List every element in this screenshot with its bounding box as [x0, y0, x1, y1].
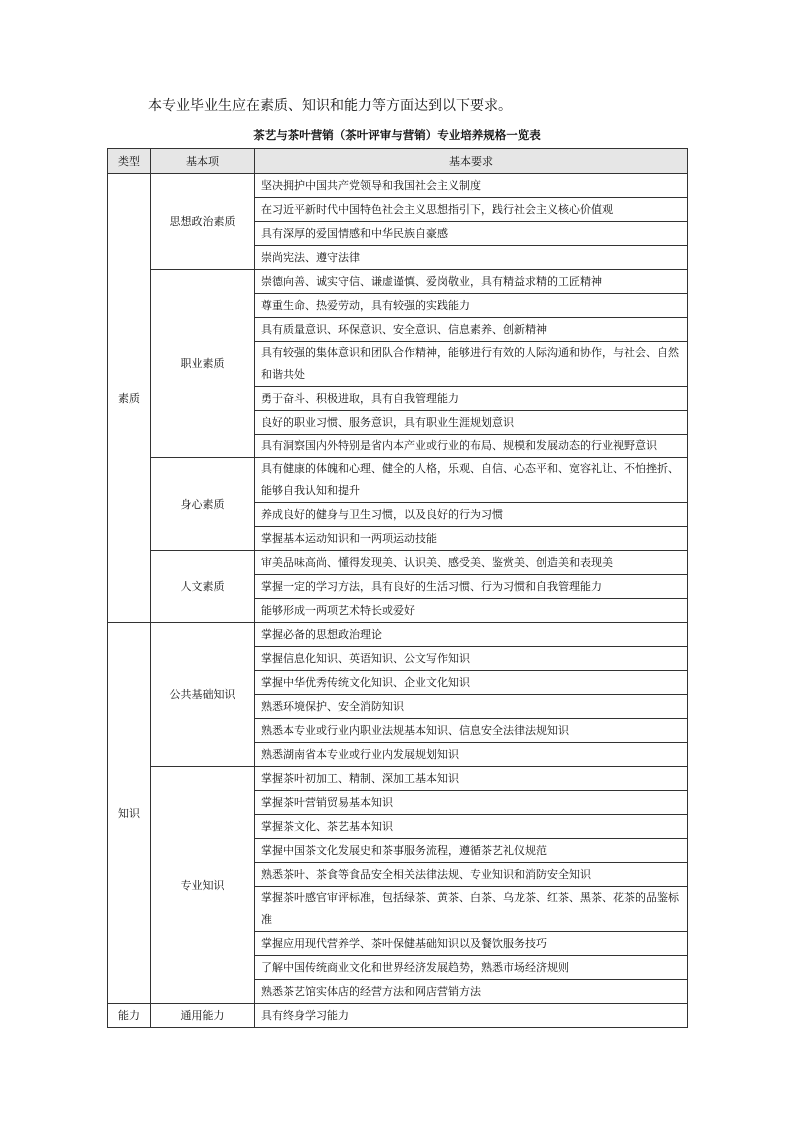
item-cell-political: 思想政治素质: [151, 174, 255, 270]
requirement-cell: 熟悉茶艺馆实体店的经营方法和网店营销方法: [255, 980, 688, 1004]
requirement-cell: 具有深厚的爱国情感和中华民族自豪感: [255, 222, 688, 246]
requirement-cell: 掌握一定的学习方法，具有良好的生活习惯、行为习惯和自我管理能力: [255, 575, 688, 599]
table-row: [108, 551, 688, 575]
requirement-cell: 具有较强的集体意识和团队合作精神，能够进行有效的人际沟通和协作，与社会、自然和谐共处: [255, 342, 688, 387]
requirement-cell: 具有终身学习能力: [255, 1004, 688, 1028]
item-cell-public-basic: 公共基础知识: [151, 623, 255, 767]
table-header-row: [108, 149, 688, 174]
requirement-cell: 养成良好的健身与卫生习惯，以及良好的行为习惯: [255, 503, 688, 527]
table-row: [108, 458, 688, 503]
requirement-cell: 在习近平新时代中国特色社会主义思想指引下，践行社会主义核心价值观: [255, 198, 688, 222]
requirement-cell: 熟悉环境保护、安全消防知识: [255, 695, 688, 719]
header-type: 类型: [108, 149, 151, 174]
table-row: [108, 174, 688, 198]
requirement-cell: 掌握茶文化、茶艺基本知识: [255, 815, 688, 839]
requirement-cell: 掌握应用现代营养学、茶叶保健基础知识以及餐饮服务技巧: [255, 932, 688, 956]
requirement-cell: 掌握中华优秀传统文化知识、企业文化知识: [255, 671, 688, 695]
type-cell-quality: 素质: [108, 174, 151, 623]
requirement-cell: 具有洞察国内外特别是省内本产业或行业的布局、规模和发展动态的行业视野意识: [255, 435, 688, 458]
requirement-cell: 具有质量意识、环保意识、安全意识、信息素养、创新精神: [255, 318, 688, 342]
requirement-cell: 崇尚宪法、遵守法律: [255, 246, 688, 270]
type-cell-ability: 能力: [108, 1004, 151, 1028]
table-title: 茶艺与茶叶营销（茶叶评审与营销）专业培养规格一览表: [253, 128, 541, 142]
item-cell-professional: 职业素质: [151, 270, 255, 458]
intro-paragraph: 本专业毕业生应在素质、知识和能力等方面达到以下要求。: [148, 98, 512, 114]
requirement-cell: 熟悉湖南省本专业或行业内发展规划知识: [255, 743, 688, 767]
item-cell-general-ability: 通用能力: [151, 1004, 255, 1028]
item-cell-humanities: 人文素质: [151, 551, 255, 623]
requirement-cell: 熟悉茶叶、茶食等食品安全相关法律法规、专业知识和消防安全知识: [255, 863, 688, 887]
requirement-cell: 勇于奋斗、积极进取，具有自我管理能力: [255, 387, 688, 411]
requirement-cell: 掌握必备的思想政治理论: [255, 623, 688, 647]
requirement-cell: 审美品味高尚、懂得发现美、认识美、感受美、鉴赏美、创造美和表现美: [255, 551, 688, 575]
requirement-cell: 能够形成一两项艺术特长或爱好: [255, 599, 688, 623]
requirement-cell: 掌握茶叶感官审评标准，包括绿茶、黄茶、白茶、乌龙茶、红茶、黑茶、花茶的品鉴标准: [255, 887, 688, 932]
requirement-cell: 熟悉本专业或行业内职业法规基本知识、信息安全法律法规知识: [255, 719, 688, 743]
requirement-cell: 掌握茶叶营销贸易基本知识: [255, 791, 688, 815]
training-spec-table: [107, 148, 688, 1028]
requirement-cell: 掌握中国茶文化发展史和茶事服务流程，遵循茶艺礼仪规范: [255, 839, 688, 863]
requirement-cell: 具有健康的体魄和心理、健全的人格，乐观、自信、心态平和、宽容礼让、不怕挫折、能够自我认知和提升: [255, 458, 688, 503]
table-row: [108, 270, 688, 294]
requirement-cell: 掌握茶叶初加工、精制、深加工基本知识: [255, 767, 688, 791]
header-requirement: 基本要求: [255, 149, 688, 174]
requirement-cell: 坚决拥护中国共产党领导和我国社会主义制度: [255, 174, 688, 198]
requirement-cell: 掌握基本运动知识和一两项运动技能: [255, 527, 688, 551]
item-cell-physical-mental: 身心素质: [151, 458, 255, 551]
requirement-cell: 良好的职业习惯、服务意识，具有职业生涯规划意识: [255, 411, 688, 435]
requirement-cell: 掌握信息化知识、英语知识、公文写作知识: [255, 647, 688, 671]
type-cell-knowledge: 知识: [108, 623, 151, 1004]
requirement-cell: 崇德向善、诚实守信、谦虚谨慎、爱岗敬业，具有精益求精的工匠精神: [255, 270, 688, 294]
table-row: [108, 767, 688, 791]
table-row: [108, 1004, 688, 1028]
header-item: 基本项: [151, 149, 255, 174]
requirement-cell: 尊重生命、热爱劳动，具有较强的实践能力: [255, 294, 688, 318]
table-row: [108, 623, 688, 647]
item-cell-professional-knowledge: 专业知识: [151, 767, 255, 1004]
requirement-cell: 了解中国传统商业文化和世界经济发展趋势，熟悉市场经济规则: [255, 956, 688, 980]
